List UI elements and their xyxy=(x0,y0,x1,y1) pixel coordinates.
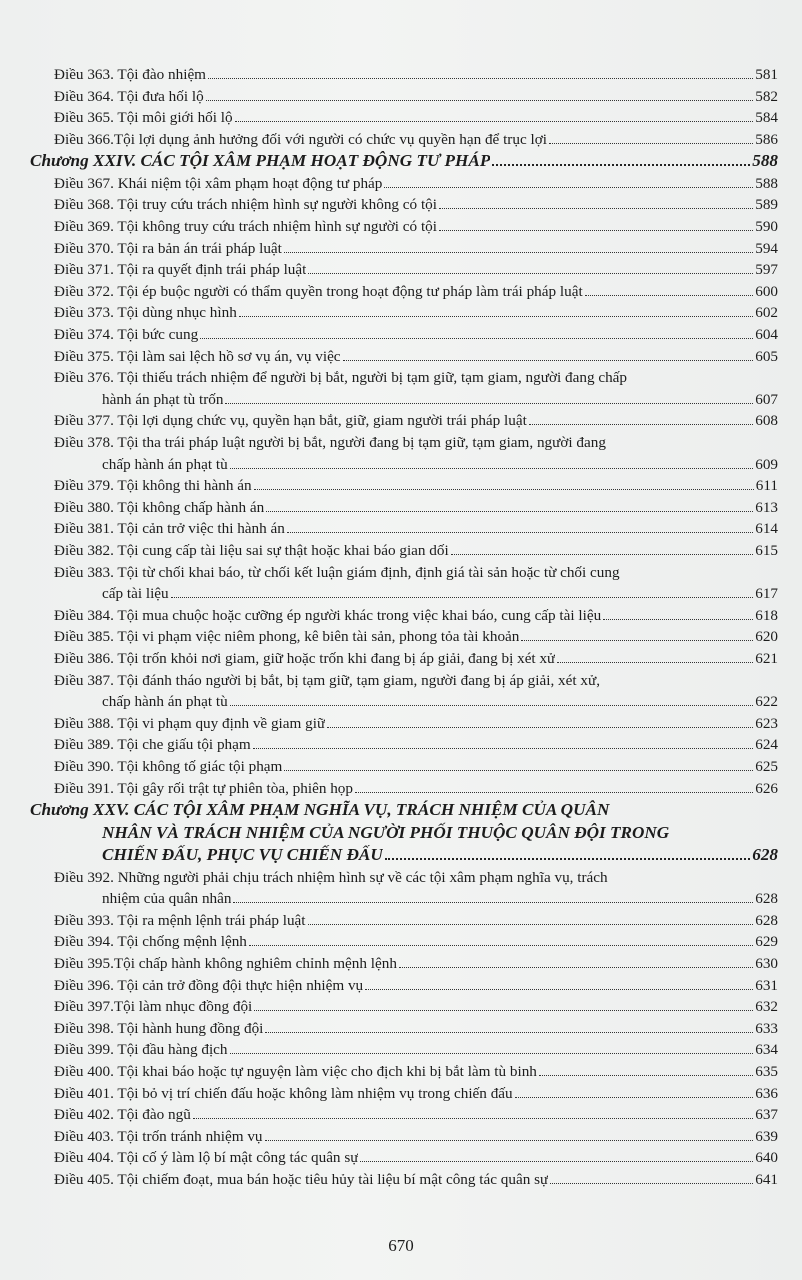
toc-entry-title: Điều 384. Tội mua chuộc hoặc cưỡng ép người khác trong việc khai báo, cung cấp tài liệu xyxy=(54,606,602,624)
toc-entry-page: 614 xyxy=(755,520,778,538)
chapter-title: Chương XXIV. CÁC TỘI XÂM PHẠM HOẠT ĐỘNG TƯ PHÁP xyxy=(30,151,491,171)
toc-entry xyxy=(30,238,778,260)
toc-entry xyxy=(30,1018,778,1040)
chapter-title-line2: NHÂN VÀ TRÁCH NHIỆM CỦA NGƯỜI PHỐI THUỘC QUÂN ĐỘI TRONG xyxy=(102,822,670,842)
toc-entry-title: Điều 403. Tội trốn tránh nhiệm vụ xyxy=(54,1127,263,1145)
toc-entry-title-line2: cấp tài liệu xyxy=(102,585,169,603)
toc-entry-page: 594 xyxy=(755,239,778,257)
toc-entry xyxy=(30,324,778,346)
dot-leader xyxy=(360,1161,753,1162)
dot-leader xyxy=(200,338,753,339)
toc-entry-page: 611 xyxy=(755,477,778,495)
toc-entry xyxy=(30,281,778,303)
toc-entry-title: Điều 402. Tội đào ngũ xyxy=(54,1106,191,1124)
dot-leader xyxy=(265,1140,754,1141)
dot-leader xyxy=(451,554,754,555)
dot-leader xyxy=(550,1183,753,1184)
toc-entry xyxy=(30,1039,778,1061)
toc-entry xyxy=(30,475,778,497)
toc-entry xyxy=(30,1126,778,1148)
toc-entry-page: 607 xyxy=(755,390,778,408)
toc-entry xyxy=(30,346,778,368)
dot-leader xyxy=(585,295,754,296)
dot-leader xyxy=(233,902,753,903)
toc-entry-page: 626 xyxy=(755,779,778,797)
toc-entry xyxy=(30,259,778,281)
toc-entry-page: 628 xyxy=(755,890,778,908)
toc-entry-page: 633 xyxy=(755,1019,778,1037)
toc-entry-title: Điều 375. Tội làm sai lệch hồ sơ vụ án, vụ việc xyxy=(54,347,341,365)
toc-entry-multiline xyxy=(30,670,778,713)
dot-leader xyxy=(239,316,753,317)
toc-entry-page: 590 xyxy=(755,218,778,236)
toc-entry-page: 620 xyxy=(755,628,778,646)
toc-entry-page: 624 xyxy=(755,736,778,754)
toc-entry-title: Điều 363. Tội đào nhiệm xyxy=(54,66,206,83)
toc-entry-title: Điều 398. Tội hành hung đồng đội xyxy=(54,1019,264,1037)
chapter-page: 588 xyxy=(752,151,778,171)
dot-leader xyxy=(206,100,754,101)
toc-entry xyxy=(30,86,778,108)
toc-entry-title: Điều 396. Tội cản trở đồng đội thực hiện nhiệm vụ xyxy=(54,976,364,994)
toc-entry-title-line1: Điều 387. Tội đánh tháo người bị bắt, bị tạm giữ, tạm giam, người đang bị áp giải, xét xử, xyxy=(54,671,601,689)
dot-leader xyxy=(235,121,754,122)
chapter-title-line1: Chương XXV. CÁC TỘI XÂM PHẠM NGHĨA VỤ, TRÁCH NHIỆM CỦA QUÂN xyxy=(30,800,610,820)
dot-leader xyxy=(521,640,753,641)
toc-entry-page: 602 xyxy=(755,304,778,322)
dot-leader xyxy=(549,143,753,144)
dot-leader xyxy=(557,662,753,663)
dot-leader xyxy=(225,403,753,404)
dot-leader xyxy=(492,164,750,166)
toc-entry-page: 584 xyxy=(755,109,778,127)
toc-entry-multiline xyxy=(30,367,778,410)
toc-entry-title: Điều 381. Tội cản trở việc thi hành án xyxy=(54,520,285,538)
dot-leader xyxy=(385,858,750,860)
toc-entry-title: Điều 382. Tội cung cấp tài liệu sai sự thật hoặc khai báo gian dối xyxy=(54,541,449,559)
toc-entry-page: 600 xyxy=(755,282,778,300)
toc-entry-page: 630 xyxy=(755,954,778,972)
toc-entry-page: 586 xyxy=(755,130,778,148)
toc-entry-page: 613 xyxy=(755,498,778,516)
toc-entry-title-line2: nhiệm của quân nhân xyxy=(102,890,232,908)
toc-entry-title: Điều 374. Tội bức cung xyxy=(54,326,199,344)
toc-entry-page: 641 xyxy=(755,1170,778,1188)
toc-entry-title: Điều 395.Tội chấp hành không nghiêm chỉnh mệnh lệnh xyxy=(54,954,397,972)
toc-entry-page: 622 xyxy=(755,693,778,711)
dot-leader xyxy=(253,748,754,749)
toc-entry-title: Điều 399. Tội đầu hàng địch xyxy=(54,1041,228,1059)
toc-entry-title: Điều 377. Tội lợi dụng chức vụ, quyền hạn bắt, giữ, giam người trái pháp luật xyxy=(54,412,527,430)
toc-entry-title-line1: Điều 383. Tội từ chối khai báo, từ chối kết luận giám định, định giá tài sản hoặc từ chối cung xyxy=(54,563,620,581)
toc-entry xyxy=(30,734,778,756)
toc-entry-multiline xyxy=(30,432,778,475)
toc-entry-page: 637 xyxy=(755,1106,778,1124)
toc-entry-multiline xyxy=(30,562,778,605)
toc-entry-page: 625 xyxy=(755,757,778,775)
toc-entry-page: 629 xyxy=(755,933,778,951)
chapter-title-line3: CHIẾN ĐẤU, PHỤC VỤ CHIẾN ĐẤU xyxy=(102,845,383,865)
toc-entry xyxy=(30,540,778,562)
toc-entry xyxy=(30,713,778,735)
dot-leader xyxy=(399,967,753,968)
toc-entry xyxy=(30,518,778,540)
table-of-contents xyxy=(30,64,778,1191)
toc-entry xyxy=(30,1104,778,1126)
toc-entry-title: Điều 401. Tội bỏ vị trí chiến đấu hoặc không làm nhiệm vụ trong chiến đấu xyxy=(54,1084,513,1102)
toc-entry-page: 623 xyxy=(755,714,778,732)
dot-leader xyxy=(539,1075,753,1076)
toc-entry-page: 589 xyxy=(755,196,778,214)
dot-leader xyxy=(266,511,753,512)
chapter-heading xyxy=(30,150,778,173)
dot-leader xyxy=(171,597,754,598)
toc-entry-title: Điều 372. Tội ép buộc người có thẩm quyền trong hoạt động tư pháp làm trái pháp luật xyxy=(54,282,583,300)
toc-entry xyxy=(30,1147,778,1169)
toc-entry-title: Điều 380. Tội không chấp hành án xyxy=(54,498,265,516)
toc-entry-page: 608 xyxy=(755,412,778,430)
page-number: 670 xyxy=(388,1236,414,1255)
toc-entry-title: Điều 390. Tội không tố giác tội phạm xyxy=(54,757,283,775)
toc-entry-title: Điều 385. Tội vi phạm việc niêm phong, kê biên tài sản, phong tỏa tài khoản xyxy=(54,628,520,646)
toc-entry-page: 632 xyxy=(755,998,778,1016)
toc-entry-title-line1: Điều 376. Tội thiếu trách nhiệm để người bị bắt, người bị tạm giữ, tạm giam, người đang chấp xyxy=(54,369,628,387)
dot-leader xyxy=(343,360,754,361)
toc-entry-title: Điều 370. Tội ra bản án trái pháp luật xyxy=(54,239,282,257)
dot-leader xyxy=(208,78,753,79)
dot-leader xyxy=(384,187,753,188)
toc-entry-page: 609 xyxy=(755,455,778,473)
toc-entry xyxy=(30,605,778,627)
toc-entry xyxy=(30,302,778,324)
dot-leader xyxy=(284,252,753,253)
toc-entry-page: 597 xyxy=(755,261,778,279)
toc-entry xyxy=(30,778,778,800)
dot-leader xyxy=(265,1032,753,1033)
dot-leader xyxy=(327,727,753,728)
dot-leader xyxy=(249,945,753,946)
toc-entry-page: 615 xyxy=(755,541,778,559)
toc-entry-title: Điều 369. Tội không truy cứu trách nhiệm hình sự người có tội xyxy=(54,218,437,236)
dot-leader xyxy=(439,230,753,231)
toc-entry-title: Điều 405. Tội chiếm đoạt, mua bán hoặc tiêu hủy tài liệu bí mật công tác quân sự xyxy=(54,1170,549,1188)
toc-entry-page: 640 xyxy=(755,1149,778,1167)
dot-leader xyxy=(230,705,754,706)
toc-entry-page: 582 xyxy=(755,87,778,105)
toc-entry-page: 588 xyxy=(755,174,778,192)
dot-leader xyxy=(365,989,753,990)
toc-entry-page: 618 xyxy=(755,606,778,624)
toc-entry xyxy=(30,173,778,195)
toc-entry xyxy=(30,756,778,778)
toc-entry xyxy=(30,1083,778,1105)
toc-entry-page: 605 xyxy=(755,347,778,365)
toc-entry xyxy=(30,64,778,86)
toc-entry-page: 636 xyxy=(755,1084,778,1102)
dot-leader xyxy=(230,468,754,469)
toc-entry-title: Điều 373. Tội dùng nhục hình xyxy=(54,304,237,322)
dot-leader xyxy=(254,1010,753,1011)
toc-entry-title: Điều 379. Tội không thi hành án xyxy=(54,477,252,495)
dot-leader xyxy=(308,273,753,274)
dot-leader xyxy=(515,1097,754,1098)
toc-entry-title: Điều 367. Khái niệm tội xâm phạm hoạt động tư pháp xyxy=(54,174,383,192)
toc-entry xyxy=(30,107,778,129)
toc-entry xyxy=(30,216,778,238)
toc-entry-multiline xyxy=(30,867,778,910)
toc-entry xyxy=(30,497,778,519)
toc-entry-title-line2: chấp hành án phạt tù xyxy=(102,455,228,473)
toc-entry-title: Điều 391. Tội gây rối trật tự phiên tòa, phiên họp xyxy=(54,779,353,797)
toc-entry xyxy=(30,1169,778,1191)
toc-entry xyxy=(30,648,778,670)
dot-leader xyxy=(284,770,753,771)
toc-entry xyxy=(30,129,778,151)
toc-entry xyxy=(30,975,778,997)
dot-leader xyxy=(439,208,753,209)
toc-entry xyxy=(30,194,778,216)
toc-entry xyxy=(30,910,778,932)
toc-entry-title: Điều 365. Tội môi giới hối lộ xyxy=(54,109,233,127)
toc-entry xyxy=(30,953,778,975)
toc-entry-page: 635 xyxy=(755,1062,778,1080)
chapter-page: 628 xyxy=(752,845,778,865)
toc-entry-title: Điều 404. Tội cố ý làm lộ bí mật công tác quân sự xyxy=(54,1149,359,1167)
toc-entry-title: Điều 364. Tội đưa hối lộ xyxy=(54,87,204,105)
toc-entry-title: Điều 388. Tội vi phạm quy định về giam giữ xyxy=(54,714,326,732)
toc-entry-page: 639 xyxy=(755,1127,778,1145)
toc-entry-page: 621 xyxy=(755,649,778,667)
toc-entry xyxy=(30,996,778,1018)
toc-entry xyxy=(30,1061,778,1083)
toc-entry-title: Điều 366.Tội lợi dụng ảnh hưởng đối với người có chức vụ quyền hạn để trục lợi xyxy=(54,130,547,148)
dot-leader xyxy=(308,924,754,925)
dot-leader xyxy=(254,489,754,490)
toc-entry-title: Điều 397.Tội làm nhục đồng đội xyxy=(54,998,253,1016)
toc-entry-title: Điều 386. Tội trốn khỏi nơi giam, giữ hoặc trốn khi đang bị áp giải, đang bị xét xử xyxy=(54,649,556,667)
toc-entry-page: 628 xyxy=(755,911,778,929)
toc-entry-title-line1: Điều 378. Tội tha trái pháp luật người bị bắt, người đang bị tạm giữ, tạm giam, người đang xyxy=(54,434,606,451)
toc-entry-page: 631 xyxy=(755,976,778,994)
toc-entry xyxy=(30,931,778,953)
dot-leader xyxy=(529,424,753,425)
toc-entry-title: Điều 394. Tội chống mệnh lệnh xyxy=(54,933,247,951)
dot-leader xyxy=(603,619,753,620)
dot-leader xyxy=(193,1118,753,1119)
toc-entry xyxy=(30,410,778,432)
toc-entry-page: 634 xyxy=(755,1041,778,1059)
toc-entry-page: 604 xyxy=(755,326,778,344)
chapter-heading xyxy=(30,799,778,867)
dot-leader xyxy=(355,792,753,793)
toc-entry xyxy=(30,626,778,648)
toc-entry-title: Điều 393. Tội ra mệnh lệnh trái pháp luật xyxy=(54,911,306,929)
toc-entry-title: Điều 400. Tội khai báo hoặc tự nguyện làm việc cho địch khi bị bắt làm tù binh xyxy=(54,1062,537,1080)
dot-leader xyxy=(230,1053,754,1054)
toc-entry-page: 617 xyxy=(755,585,778,603)
toc-entry-title: Điều 371. Tội ra quyết định trái pháp luật xyxy=(54,261,307,279)
toc-entry-title-line1: Điều 392. Những người phải chịu trách nhiệm hình sự về các tội xâm phạm nghĩa vụ, trách xyxy=(54,868,608,886)
toc-entry-title-line2: chấp hành án phạt tù xyxy=(102,693,228,711)
toc-entry-title: Điều 368. Tội truy cứu trách nhiệm hình sự người không có tội xyxy=(54,196,437,214)
toc-entry-title: Điều 389. Tội che giấu tội phạm xyxy=(54,736,251,754)
dot-leader xyxy=(287,532,753,533)
toc-entry-page: 581 xyxy=(755,66,778,83)
toc-entry-title-line2: hành án phạt tù trốn xyxy=(102,390,224,408)
